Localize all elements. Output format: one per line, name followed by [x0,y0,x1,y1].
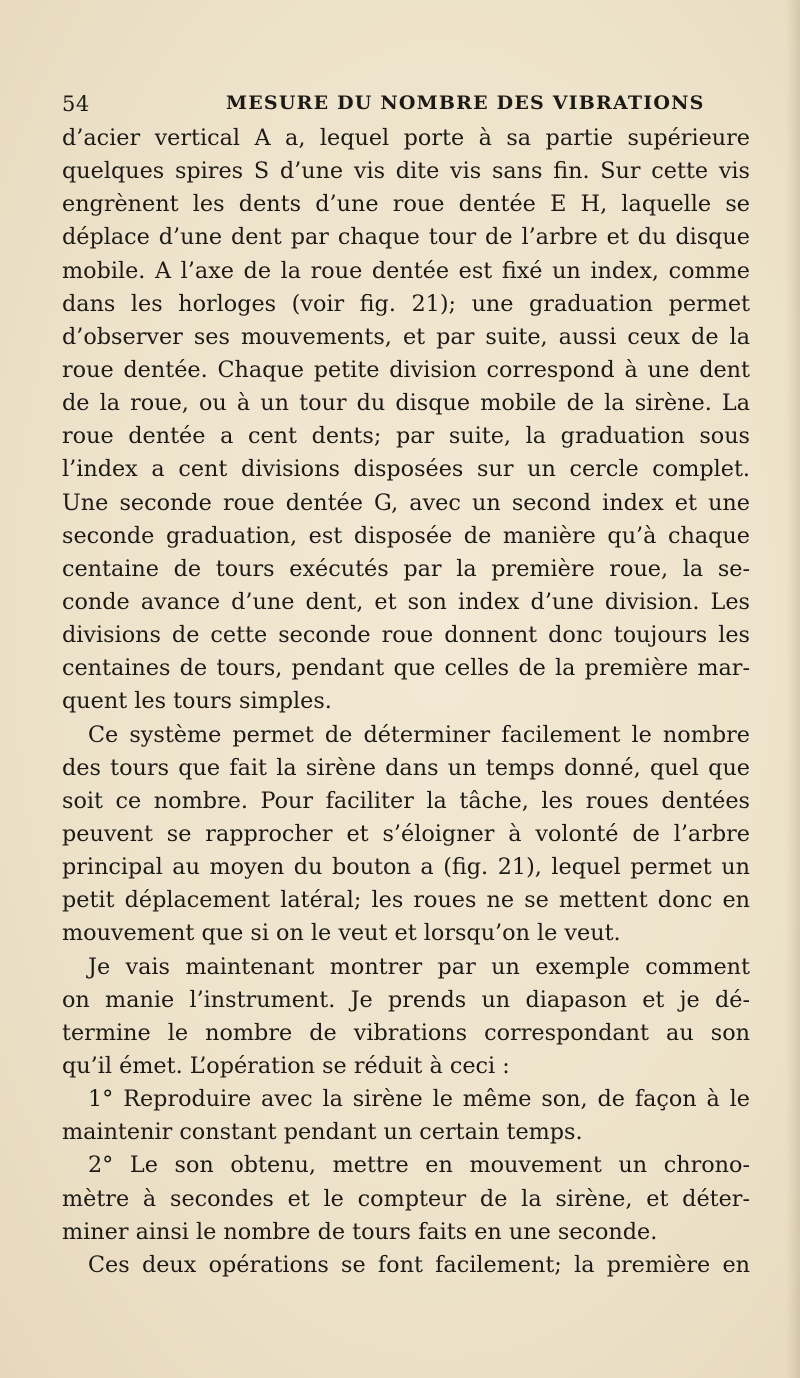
text-line: qu’il émet. L’opération se réduit à ceci : [62,1052,510,1079]
text-line: dans les horloges (voir fig. 21); une graduation permet [62,290,750,317]
text-line: Ces deux opérations se font facilement; la première en [88,1251,750,1278]
text-line: engrènent les dents d’une roue dentée E H, laquelle se [62,191,750,218]
text-line: mouvement que si on le veut et lorsqu’on le veut. [62,920,621,947]
text-line: on manie l’instrument. Je prends un diapason et je dé- [62,986,750,1013]
text-line: roue dentée a cent dents; par suite, la graduation sous [62,423,750,450]
text-line: miner ainsi le nombre de tours faits en une seconde. [62,1218,658,1245]
text-line: seconde graduation, est disposée de manière qu’à chaque [62,522,750,549]
text-line: Ce système permet de déterminer facilement le nombre [88,721,750,748]
text-line: des tours que fait la sirène dans un temps donné, quel que [62,754,750,781]
text-line: d’acier vertical A a, lequel porte à sa partie supérieure [62,125,750,151]
text-line: soit ce nombre. Pour faciliter la tâche, les roues dentées [62,787,750,814]
text-line: quent les tours simples. [62,688,332,715]
text-line: maintenir constant pendant un certain temps. [62,1119,583,1146]
text-line: petit déplacement latéral; les roues ne se mettent donc en [62,887,750,914]
text-line: 2° Le son obtenu, mettre en mouvement un chrono- [88,1152,750,1179]
text-line: Une seconde roue dentée G, avec un second index et une [62,489,750,516]
text-line: centaines de tours, pendant que celles de la première mar- [62,655,750,682]
text-line: roue dentée. Chaque petite division correspond à une dent [62,356,750,383]
running-header [62,92,746,122]
text-line: 1° Reproduire avec la sirène le même son, de façon à le [88,1086,750,1113]
text-line: de la roue, ou à un tour du disque mobile de la sirène. La [62,390,750,417]
page-edge-shadow [786,0,800,1378]
body-text [62,122,750,1282]
text-line: d’observer ses mouvements, et par suite, aussi ceux de la [62,323,750,350]
text-line: principal au moyen du bouton a (fig. 21), lequel permet un [62,854,750,881]
text-line: Je vais maintenant montrer par un exemple comment [88,953,750,980]
text-line: l’index a cent divisions disposées sur un cercle complet. [62,456,750,483]
text-line: déplace d’une dent par chaque tour de l’arbre et du disque [62,224,750,251]
text-line: peuvent se rapprocher et s’éloigner à volonté de l’arbre [62,820,750,847]
running-title: MESURE DU NOMBRE DES VIBRATIONS [226,92,705,114]
text-line: quelques spires S d’une vis dite vis sans fin. Sur cette vis [62,158,750,185]
text-line: centaine de tours exécutés par la première roue, la se- [62,555,750,582]
text-line: conde avance d’une dent, et son index d’une division. Les [62,588,750,615]
page-number: 54 [62,92,90,116]
text-line: termine le nombre de vibrations correspondant au son [62,1019,750,1046]
text-line: divisions de cette seconde roue donnent donc toujours les [62,622,750,649]
text-line: mobile. A l’axe de la roue dentée est fixé un index, comme [62,257,750,284]
text-line: mètre à secondes et le compteur de la sirène, et déter- [62,1185,750,1212]
